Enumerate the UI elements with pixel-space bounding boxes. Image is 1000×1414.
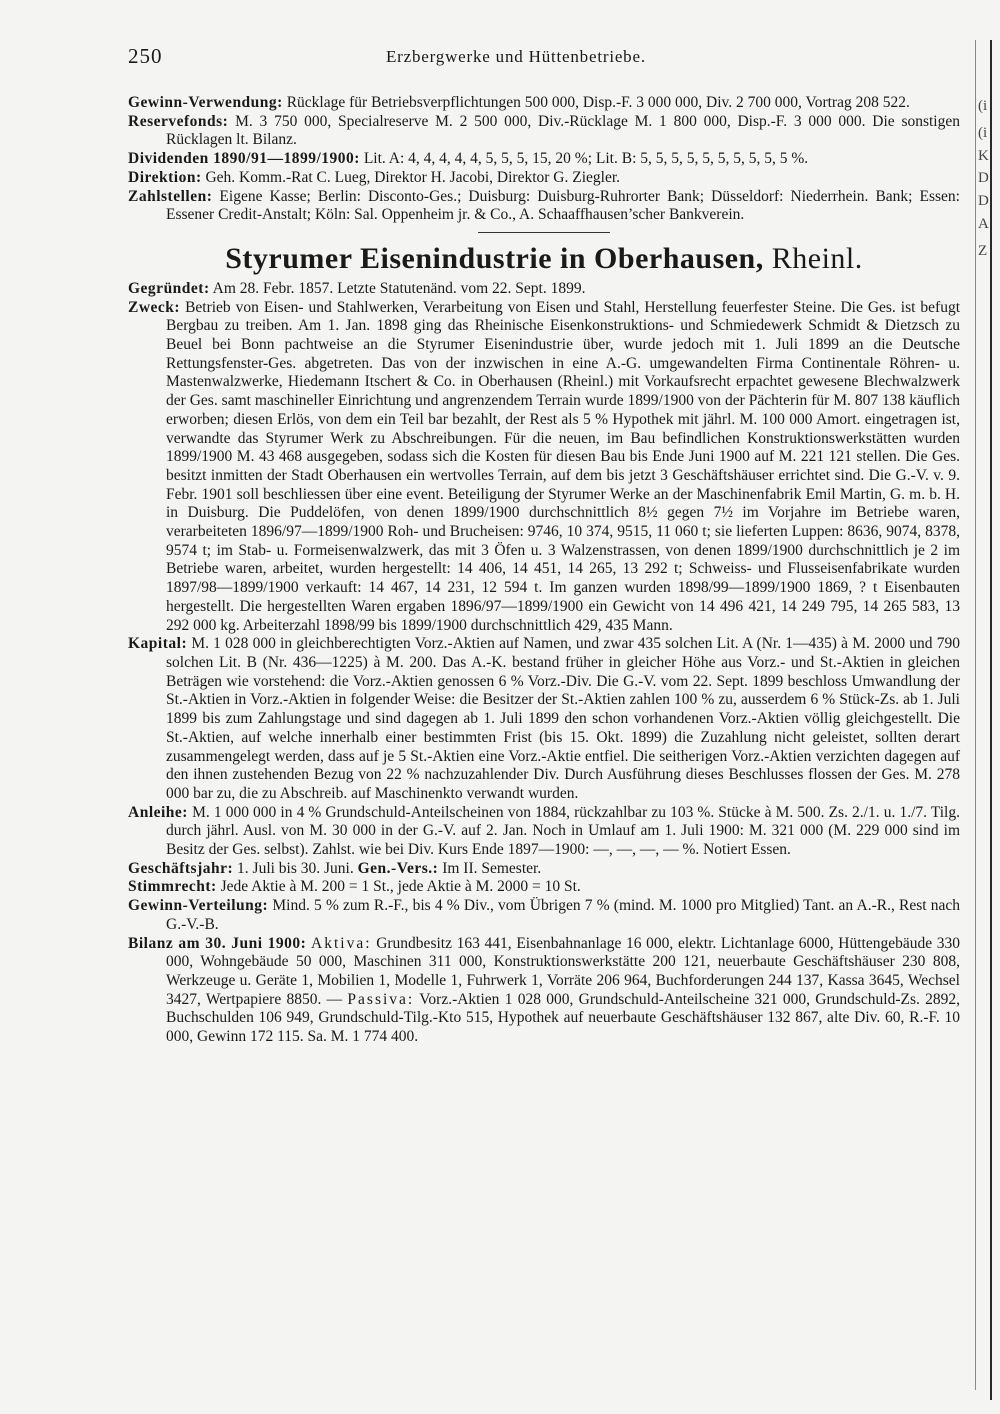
page-body — [128, 94, 960, 1047]
entry-capital — [128, 635, 960, 803]
entry-text: Betrieb von Eisen- und Stahlwerken, Verarbeitung von Eisen und Stahl, Herstellung feuerfester Steine. Die Ges. ist befugt Bergbau zu treiben. Am 1. Jan. 1898 ging das Rheinische Eisenkonstruktions- und Schmiedewerk Schmidt & Dietzsch zu Beuel bei Bonn pachtweise an die Styrumer Eisenindustrie über, wurde jedoch mit 1. Juli 1899 an die Deutsche Rettungsfenster-Ges. abgetreten. Das von der inzwischen in eine A.-G. umgewandelten Firma Continentale Röhren- u. Mastenwalzwerke, Hiedemann Itschert & Co. in Oberhausen (Rheinl.) mit Vorkaufsrecht erpachtet gewesene Blechwalzwerk der Ges. samt maschineller Einrichtung und angrenzendem Terrain wurde 1899/1900 von der Pächterin für M. 807 138 käuflich erworben; diesen Erlös, von dem ein Teil bar bezahlt, der Rest als 5 % Hypothek mit jährl. M. 100 000 Amort. eingetragen ist, verwandte das Styrumer Werk zu Abschreibungen. Für die neuen, im Bau befindlichen Konstruktionswerkstätten wurden 1899/1900 M. 43 468 ausgegeben, sodass sich die Kosten für diesen Bau bis Ende Juni 1900 auf M. 221 121 stellen. Die Ges. besitzt inmitten der Stadt Oberhausen ein wertvolles Terrain, auf dem bis jetzt 3 Geschäftshäuser errichtet sind. Die G.-V. v. 9. Febr. 1901 soll beschliessen über eine event. Beteiligung der Styrumer Werke an der Maschinenfabrik Emil Martin, G. m. b. H. in Duisburg. Die Puddelöfen, von denen 1899/1900 durchschnittlich 8½ gegen 7½ im Vorjahre im Betriebe waren, verarbeiteten 1896/97—1899/1900 Roh- und Brucheisen: 9746, 10 374, 9515, 11 060 t; sie lieferten Luppen: 8636, 9074, 8378, 9574 t; im Stab- u. Formeisenwalzwerk, das mit 3 Öfen u. 3 Walzenstrassen, von denen 1899/1900 durchschnittlich je 2 im Betriebe waren, arbeitet, wurden hergestellt: 14 406, 14 451, 14 265, 13 292 t; Schweiss- und Flusseisenfabrikate wurden 1897/98—1899/1900 verkauft: 14 467, 14 231, 12 594 t. Im ganzen wurden 1898/99—1899/1900 1869, ? t Eisenbauten hergestellt. Die hergestellten Waren ergaben 1896/97—1899/1900 ein Gewicht von 14 496 421, 14 249 795, 14 265 583, 13 292 000 kg. Arbeiterzahl 1898/99 bis 1899/1900 durchschnittlich 429, 435 Mann. — [166, 298, 960, 634]
entry-label: Stimmrecht: — [128, 878, 217, 896]
entry-text-2: Im II. Semester. — [442, 859, 542, 877]
margin-mark: Z — [978, 242, 988, 259]
margin-mark: (i — [978, 124, 988, 141]
aktiva-text: Grundbesitz 163 441, Eisenbahnanlage 16 000, elektr. Lichtanlage 6000, Hüttengebäude 330 000, Wohngebäude 50 000, Maschinen 311 000, Konstruktionswerkstätte 200 121, neuerbaute Geschäftshäuser 230 808, Werkzeuge u. Geräte 1, Mobilien 1, Modelle 1, Fuhrwerk 1, Vorräte 206 964, Buchforderungen 244 137, Kassa 3645, Wechsel 3427, Wertpapiere 8850. — — [166, 934, 961, 1008]
scan-edge-shadow — [975, 40, 976, 1390]
entry-profit-distribution — [128, 897, 960, 934]
margin-mark: D — [978, 193, 989, 210]
entry-purpose — [128, 299, 960, 636]
entry-fiscal-year — [128, 860, 960, 879]
entry-label: Kapital: — [128, 635, 188, 653]
entry-text: Jede Aktie à M. 200 = 1 St., jede Aktie à M. 2000 = 10 St. — [220, 878, 581, 896]
company-region: Rheinl. — [763, 241, 863, 275]
entry — [128, 113, 960, 150]
entry — [128, 188, 960, 225]
page-number: 250 — [128, 44, 163, 68]
entry-text: Lit. A: 4, 4, 4, 4, 4, 5, 5, 5, 15, 20 %; Lit. B: 5, 5, 5, 5, 5, 5, 5, 5, 5, 5 %. — [363, 150, 809, 168]
entry — [128, 169, 960, 188]
entry-label: Direktion: — [128, 168, 202, 186]
entry-label-2: Gen.-Vers.: — [357, 859, 439, 877]
entry — [128, 94, 960, 113]
entry-balance-sheet — [128, 935, 960, 1047]
margin-mark: K — [978, 147, 989, 164]
entry-text: M. 3 750 000, Specialreserve M. 2 500 000, Div.-Rücklage M. 1 800 000, Disp.-F. 3 000 000. Die sonstigen Rücklagen lt. Bilanz. — [166, 112, 960, 149]
section-divider — [478, 232, 610, 233]
margin-mark: A — [978, 215, 989, 232]
aktiva-label: Aktiva: — [311, 934, 372, 952]
entry-label: Gegründet: — [128, 279, 210, 297]
margin-marks — [978, 95, 996, 263]
entry-text: Geh. Komm.-Rat C. Lueg, Direktor H. Jacobi, Direktor G. Ziegler. — [205, 168, 621, 186]
entry-loan — [128, 804, 960, 860]
entry-label: Zweck: — [128, 298, 181, 316]
entry-label: Reservefonds: — [128, 112, 229, 130]
entry-label: Gewinn-Verteilung: — [128, 897, 269, 915]
entry-label: Bilanz am 30. Juni 1900: — [128, 934, 307, 952]
entry-label: Geschäftsjahr: — [128, 859, 234, 877]
company-entries — [128, 280, 960, 1047]
page-header — [128, 44, 960, 74]
running-title: Erzbergwerke und Hüttenbetriebe. — [386, 47, 646, 66]
company-name: Styrumer Eisenindustrie in Oberhausen, — [225, 241, 764, 275]
passiva-label: Passiva: — [347, 990, 415, 1008]
margin-mark: D — [978, 170, 989, 187]
passiva-text: Vorz.-Aktien 1 028 000, Grundschuld-Anteilscheine 321 000, Grundschuld-Zs. 2892, Buchschulden 106 949, Grundschuld-Tilg.-Kto 515, Hypothek auf neuerbaute Geschäftshäuser 132 867, alte Div. 60, R.-F. 10 000, Gewinn 172 115. Sa. M. 1 774 400. — [166, 990, 961, 1046]
entry-label: Gewinn-Verwendung: — [128, 94, 283, 111]
entry-label: Anleihe: — [128, 803, 188, 821]
entry-text: Am 28. Febr. 1857. Letzte Statutenänd. vom 22. Sept. 1899. — [212, 279, 586, 297]
entry-voting — [128, 878, 960, 897]
entry-text: Mind. 5 % zum R.-F., bis 4 % Div., vom Übrigen 7 % (mind. M. 1000 pro Mitglied) Tant. an A.-R., Rest nach G.-V.-B. — [166, 897, 960, 933]
entry-label: Zahlstellen: — [128, 187, 213, 205]
entry-text: 1. Juli bis 30. Juni. — [237, 859, 354, 877]
entry-label: Dividenden 1890/91—1899/1900: — [128, 150, 360, 168]
margin-mark: (i — [978, 98, 988, 114]
entry-text: Rücklage für Betriebsverpflichtungen 500 000, Disp.-F. 3 000 000, Div. 2 700 000, Vortrag 208 522. — [286, 94, 910, 111]
entry-text: M. 1 000 000 in 4 % Grundschuld-Anteilscheinen von 1884, rückzahlbar zu 103 %. Stücke à M. 500. Zs. 2./1. u. 1./7. Tilg. durch jährl. Ausl. von M. 30 000 in der G.-V. auf 2. Jan. Noch in Umlauf am 1. Juli 1900: M. 321 000 (M. 229 000 sind im Besitz der Ges. selbst). Zahlst. wie bei Div. Kurs Ende 1897—1900: —, —, —, — %. Notiert Essen. — [166, 803, 960, 859]
previous-company-section — [128, 94, 960, 225]
entry — [128, 150, 960, 169]
entry-text: Eigene Kasse; Berlin: Disconto-Ges.; Duisburg: Duisburg-Ruhrorter Bank; Düsseldorf: Niederrhein. Bank; Essen: Essener Credit-Anstalt; Köln: Sal. Oppenheim jr. & Co., A. Schaaffhausen’scher Bankverein. — [166, 187, 960, 224]
entry-founded — [128, 280, 960, 299]
company-title — [128, 241, 960, 277]
entry-text: M. 1 028 000 in gleichberechtigten Vorz.-Aktien auf Namen, und zwar 435 solchen Lit. A (Nr. 1—435) à M. 2000 und 790 solchen Lit. B (Nr. 436—1225) à M. 200. Das A.-K. bestand früher in gleicher Höhe aus Vorz.- und St.-Aktien in gleichen Beträgen wie vorstehend: die Vorz.-Aktien genossen 6 % Vorz.-Div. Die G.-V. vom 22. Sept. 1899 beschloss Umwandlung der St.-Aktien in Vorz.-Aktien in folgender Weise: die Besitzer der St.-Aktien zahlen 100 % zu, ausserdem 6 % Stück-Zs. ab 1. Juli 1899 bis zum Zahlungstage und sind dagegen ab 1. Juli 1899 den schon vorhandenen Vorz.-Aktien völlig gleichgestellt. Die St.-Aktien, auf welche innerhalb einer bestimmten Frist (bis 15. Okt. 1899) die Zuzahlung nicht geleistet, sollten derart zusammengelegt werden, dass auf je 5 St.-Aktien eine Vorz.-Aktie entfiel. Die seitherigen Vorz.-Aktien verzichten dagegen auf den ihnen zustehenden Bezug von 22 % nachzuzahlender Div. Durch Ausführung dieses Beschlusses flossen der Ges. M. 278 000 bar zu, die zu Abschreib. auf Maschinenkto verwandt wurden. — [166, 635, 960, 802]
